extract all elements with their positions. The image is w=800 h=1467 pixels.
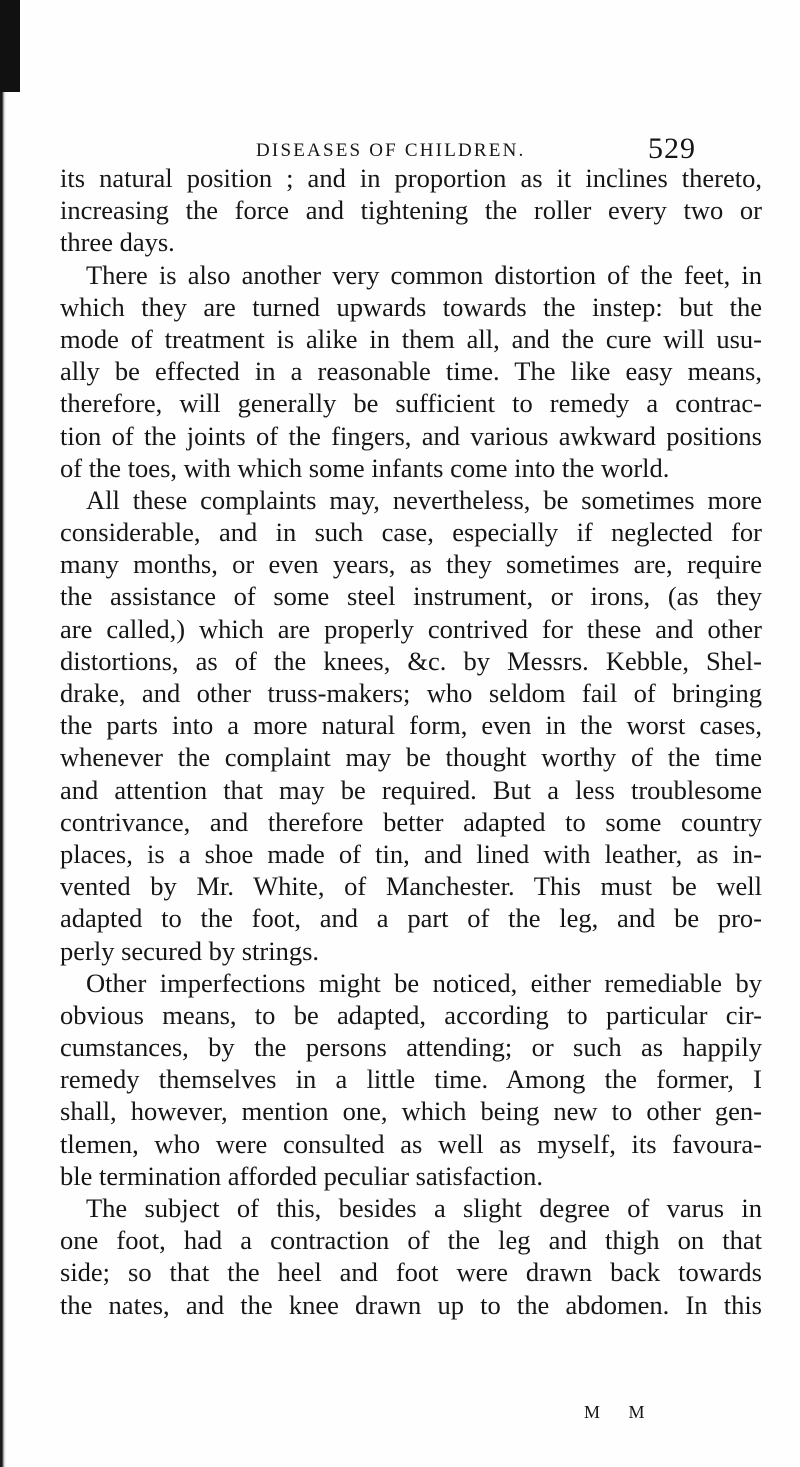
text-line: the assistance of some steel instrument, or irons, (as they <box>60 581 762 612</box>
text-line: increasing the force and tightening the roller every two or <box>60 195 762 226</box>
text-line: considerable, and in such case, especially if neglected for <box>60 517 762 548</box>
text-line: distortions, as of the knees, &c. by Messrs. Kebble, Shel- <box>60 645 762 676</box>
text-line: are called,) which are properly contrived for these and other <box>60 613 762 644</box>
text-line: one foot, had a contraction of the leg and thigh on that <box>60 1225 762 1256</box>
text-line: whenever the complaint may be thought worthy of the time <box>60 742 762 773</box>
text-line: cumstances, by the persons attending; or such as happily <box>60 1032 762 1063</box>
text-line: drake, and other truss-makers; who seldom fail of bringing <box>60 678 762 708</box>
text-line: remedy themselves in a little time. Among the former, I <box>60 1064 762 1095</box>
text-line: ble termination afforded peculiar satisfaction. <box>60 1160 543 1191</box>
running-title: DISEASES OF CHILDREN. <box>256 140 526 161</box>
signature-mark: M M <box>584 1402 657 1422</box>
scan-left-edge <box>0 0 6 1467</box>
text-line: places, is a shoe made of tin, and lined with leather, as in- <box>60 838 762 869</box>
text-line: There is also another very common distortion of the feet, in <box>86 259 762 290</box>
text-line: obvious means, to be adapted, according to particular cir- <box>60 999 762 1030</box>
text-line: the parts into a more natural form, even in the worst cases, <box>60 710 762 741</box>
text-line: vented by Mr. White, of Manchester. This must be well <box>60 871 762 902</box>
text-line: All these complaints may, nevertheless, be sometimes more <box>86 484 762 515</box>
text-line: tion of the joints of the fingers, and various awkward positions <box>60 420 762 451</box>
scan-corner-shadow <box>0 0 20 92</box>
text-line: its natural position ; and in proportion as it inclines thereto, <box>60 163 762 193</box>
text-line: perly secured by strings. <box>60 935 320 966</box>
text-line: therefore, will generally be sufficient to remedy a contrac- <box>60 388 762 419</box>
text-line: Other imperfections might be noticed, either remediable by <box>86 967 762 998</box>
text-line: tlemen, who were consulted as well as myself, its favoura- <box>60 1128 762 1159</box>
text-line: ally be effected in a reasonable time. The like easy means, <box>60 356 762 387</box>
text-line: the nates, and the knee drawn up to the abdomen. In this <box>60 1289 762 1320</box>
body-text <box>60 162 762 1321</box>
text-line: mode of treatment is alike in them all, and the cure will usu- <box>60 323 762 354</box>
text-line: shall, however, mention one, which being new to other gen- <box>60 1096 762 1127</box>
text-line: many months, or even years, as they sometimes are, require <box>60 549 762 580</box>
text-line: three days. <box>60 227 175 258</box>
text-line: which they are turned upwards towards the instep: but the <box>60 291 762 322</box>
text-line: of the toes, with which some infants come into the world. <box>60 452 670 483</box>
text-line: adapted to the foot, and a part of the leg, and be pro- <box>60 903 762 934</box>
text-line: side; so that the heel and foot were drawn back towards <box>60 1257 762 1288</box>
page-number: 529 <box>648 132 696 165</box>
text-line: and attention that may be required. But a less troublesome <box>60 774 762 805</box>
text-line: The subject of this, besides a slight degree of varus in <box>86 1193 762 1223</box>
text-line: contrivance, and therefore better adapted to some country <box>60 806 762 837</box>
